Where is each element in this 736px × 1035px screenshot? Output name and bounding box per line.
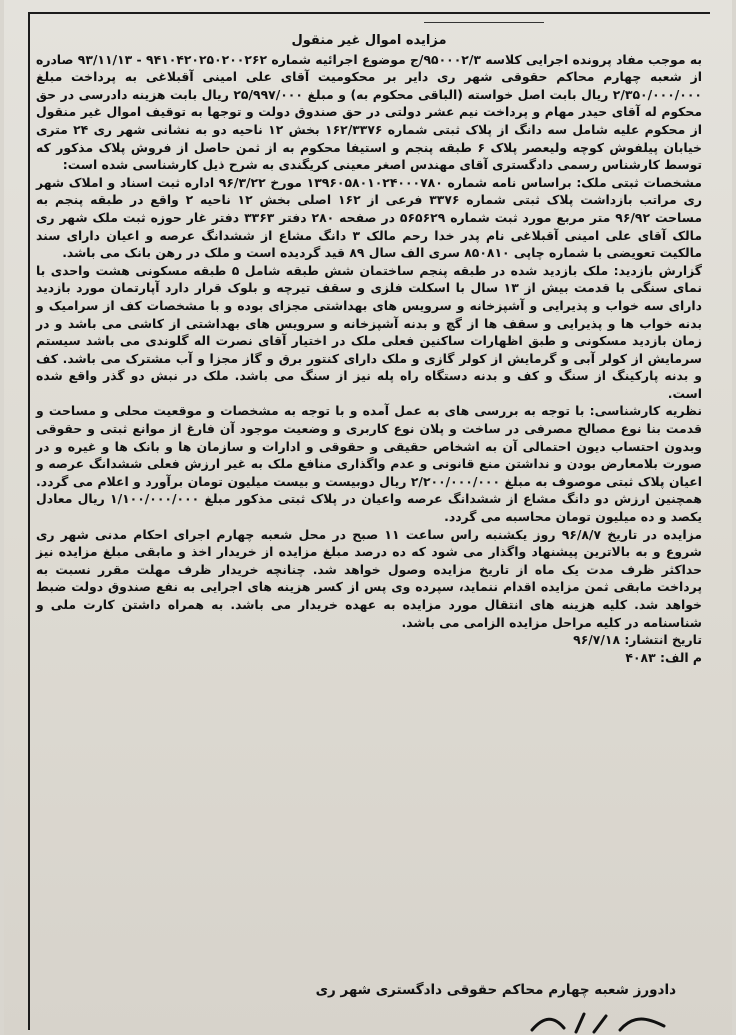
- newspaper-clipping: [4, 0, 732, 1035]
- signature-line: دادورز شعبه چهارم محاکم حقوقی دادگستری شهر ری: [315, 982, 676, 998]
- registration-paragraph: مشخصات ثبتی ملک: براساس نامه شماره ۱۳۹۶۰۵۸۰۱۰۲۴۰۰۰۷۸۰ مورخ ۹۶/۳/۲۲ اداره ثبت اسناد و املاک شهر ری مراتب بازداشت پلاک ثبتی شماره ۳۳۷۶ فرعی از ۱۶۲ اصلی بخش ۱۲ ناحیه ۲ واقع در طبقه پنجم به مساحت ۹۶/۹۲ متر مربع مورد ثبت شماره ۵۶۵۶۲۹ در صفحه ۲۸۰ دفتر ۳۳۶۳ دفتر غار حوزه ثبت ملک شهر ری مالک آقای علی امینی آقبلاغی نام پدر خدا رحم مالک ۳ دانگ مشاع از ششدانگ عرصه و اعیان دارای سند مالکیت تعویضی با شماره چاپی ۸۵۰۸۱۰ سری الف سال ۸۹ قید گردیده است و ملک در رهن بانک می باشد.: [36, 174, 703, 261]
- notice-body: [36, 32, 702, 666]
- auction-paragraph: مزایده در تاریخ ۹۶/۸/۷ روز یکشنبه راس ساعت ۱۱ صبح در محل شعبه چهارم اجرای احکام مدنی شهر ری شروع و به بالاترین پیشنهاد واگذار می شود که ده درصد مبلغ مزایده از خریدار اخذ و مابقی مبلغ مزایده نیز حداکثر ظرف مدت یک ماه از تاریخ مزایده وصول خواهد شد. چنانچه خریدار ظرف مهلت مقرر نسبت به پرداخت مابقی ثمن مزایده اقدام ننماید، سپرده وی پس از کسر هزینه های اجرایی به نفع صندوق دولت ضبط خواهد شد. کلیه هزینه های انتقال مورد مزایده به عهده خریدار می باشد. به همراه داشتن کارت ملی و شناسنامه در کلیه مراحل مزایده الزامی می باشد.: [36, 526, 702, 630]
- appraisal-paragraph: نظریه کارشناسی: با توجه به بررسی های به عمل آمده و با توجه به مشخصات و موقعیت محلی و مساحت و قدمت بنا نوع مصالح مصرفی در ساخت و پلان نوع کاربری و وضعیت موجود آن فارغ از موانع ثبتی و حقوقی وبدون احتساب دیون احتمالی آن به اشخاص حقیقی و حقوقی و ادارات و سازمان ها و بانک ها و غیره و در صورت بلامعارض بودن و نداشتن منع قانونی و عدم واگذاری منافع ملک به غیر ارزش فعلی ششدانگ عرصه و اعیان پلاک ثبتی موصوف به مبلغ ۲/۲۰۰/۰۰۰/۰۰۰ ریال دوبیست و بیست میلیون تومان برآورد و اعلام می گردد. همچنین ارزش دو دانگ مشاع از ششدانگ عرصه واعیان در پلاک ثبتی مذکور مبلغ ۱/۱۰۰/۰۰۰/۰۰۰ ریال معادل یکصد و ده میلیون تومان محاسبه می گردد.: [36, 403, 702, 525]
- title-rule: [424, 22, 544, 23]
- intro-paragraph: به موجب مفاد پرونده اجرایی کلاسه ۹۵۰۰۰۲/۳/ج موضوع اجرائیه شماره ۹۴۱۰۴۲۰۲۵۰۲۰۰۲۶۲ - ۹۳/۱۱/۱۳ صادره از شعبه چهارم محاکم حقوقی شهر ری دایر بر محکومیت آقای علی امینی آقبلاغی به پرداخت مبلغ ۲/۳۵۰/۰۰۰/۰۰۰ ریال بابت اصل خواسته (الباقی محکوم به) و مبلغ ۲۵/۹۹۷/۰۰۰ ریال بابت هزینه دادرسی در حق محکوم له آقای حیدر مهام و پرداخت نیم عشر دولتی در حق صندوق دولت و توجها به توقیف اموال غیر منقول از محکوم علیه شامل سه دانگ از پلاک ثبتی شماره ۱۶۲/۳۳۷۶ بخش ۱۲ ناحیه دو به نشانی شهر ری ۲۴ متری خیابان پیلفوش کوچه ولیعصر پلاک ۶ طبقه پنجم و استیفا محکوم به از ثمن حاصل از فروش پلاک مذکور که توسط کارشناس رسمی دادگستری آقای مهندس اصغر معینی کریگندی به شرح ذیل کارشناسی شده است:: [36, 51, 702, 173]
- inspection-paragraph: گزارش بازدید: ملک بازدید شده در طبقه پنجم ساختمان شش طبقه شامل ۵ طبقه مسکونی هشت واحدی با نمای سنگی با قدمت بیش از ۱۳ سال با اسکلت فلزی و سقف تیرچه و بلوک قرار دارد آپارتمان مورد بازدید دارای سه خواب و پذیرایی و آشپزخانه و سرویس های بهداشتی مجزای بوده و با مشخصات کف از سرامیک و بدنه خواب ها و پذیرایی و سقف ها از گچ و بدنه آشپزخانه و سرویس های بهداشتی از کاشی می باشد و در زمان بازدید مسکونی و طبق اظهارات ساکنین فعلی ملک در اختیار آقای نصرت اله گلوندی می باشد سیستم سرمایش از کولر آبی و گرمایش از کولر گازی و ملک دارای کنتور برق و گاز مجزا و آب مشترک می باشد. کف و بدنه پارکینگ از سنگ و کف و بدنه دستگاه راه پله نیز از سنگ می باشد. ملک در نبش دو گذر واقع شده است.: [36, 262, 703, 401]
- notice-title: مزایده اموال غیر منقول: [291, 33, 447, 48]
- publish-date: تاریخ انتشار: ۹۶/۷/۱۸: [573, 632, 702, 648]
- handwritten-mark: [524, 1012, 674, 1035]
- reference-number: م الف: ۴۰۸۳: [625, 649, 702, 665]
